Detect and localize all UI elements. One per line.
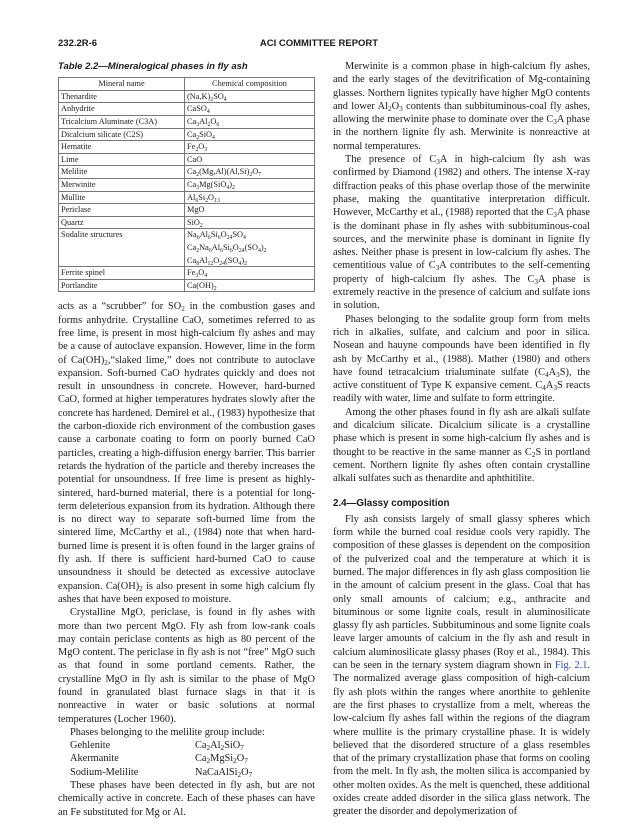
table-row: [59, 179, 315, 192]
subscript: 2: [206, 744, 211, 753]
list-item: [58, 752, 315, 765]
formula-line: $Ca_2(Mg,Al)(Al,Si)_2O_7$: [187, 167, 262, 179]
subscript: 7: [248, 770, 253, 779]
subscript: 4: [204, 273, 208, 280]
subscript: 2: [104, 358, 108, 367]
col-composition-header: Chemical composition: [185, 78, 315, 91]
subscript: 6: [208, 248, 212, 255]
subscript: 3: [553, 211, 557, 220]
chemical-composition: [185, 204, 315, 217]
subscript: 3: [196, 122, 200, 129]
subscript: 24: [226, 235, 233, 242]
formula-line: $Al_6Si_2O_{13}$: [187, 192, 220, 204]
mineral-name: Tricalcium Aluminate (C3A): [59, 116, 185, 129]
subscript: 3: [196, 185, 200, 192]
table-row: [59, 204, 315, 217]
subscript: 6: [196, 235, 200, 242]
table-row: [59, 166, 315, 179]
chemical-composition: [185, 179, 315, 192]
chemical-composition: [185, 103, 315, 116]
subscript: 3: [553, 118, 557, 127]
left-paragraph-2: Crystalline MgO, periclase, is found in fly ashes with more than two percent MgO. Fly ash from low-rank coals may contain periclase contents as high as 80 percent of the MgO content. The periclase in fly ash is not “free” MgO such as that found in some portland cements. Rather, the crystalline MgO in fly ash is similar to the phase of MgO found in granulated blast furnace slags in that it is nonreactive in water or basic solutions at normal temperatures (Locher 1960).: [58, 607, 315, 725]
subscript: 4: [212, 134, 215, 141]
melilite-list: [58, 739, 315, 779]
header-title: ACI COMMITTEE REPORT: [259, 38, 379, 49]
subscript: 7: [244, 757, 248, 766]
table-row: [59, 267, 315, 280]
list-item: [58, 739, 315, 752]
subscript: 2: [237, 770, 242, 779]
figure-link[interactable]: Fig. 2.1: [554, 660, 588, 672]
subscript: 4: [257, 248, 261, 255]
table-row: [59, 116, 315, 129]
subscript: 2: [220, 744, 225, 753]
subscript: 13: [214, 197, 220, 204]
chemical-composition: [185, 116, 315, 129]
subscript: 2: [196, 248, 200, 255]
formula-line: CaSO$_4$: [187, 104, 210, 116]
subscript: 6: [207, 235, 211, 242]
subscript: 24: [238, 248, 245, 255]
mineral-name: Lime: [59, 153, 185, 166]
mineral-item-formula: $Ca_2MgSi_2O_7$: [195, 753, 248, 766]
subscript: 2: [244, 260, 247, 267]
formula-line: CaO: [187, 154, 203, 164]
mineral-name: Sodalite structures: [59, 229, 185, 267]
subscript: 3: [553, 384, 557, 393]
subscript: 3: [204, 147, 208, 154]
subscript: 2: [210, 96, 214, 103]
subscript: 3: [399, 104, 403, 113]
table-row: [59, 279, 315, 292]
paragraph-5-start: Fly ash consists largely of small glassy spheres which form while the burned coal residue cools very rapidly. The composition of these glasses is dependent on the composition of the pulverized coal and the temperature at which it is burned. The major differences in fly ash glass composition lie in the amount of calcium present in the glass. Coal that has only small amounts of calcium; e.g., anthracite and bituminous or some lignite coals, result in aluminosilicate glassy fly ash particles. Subbituminous and some lignite coals leave larger amounts of calcium in the fly ash and result in calcium aluminosilicate glassy phases (Roy et al., 1984). This can be seen in the ternary system diagram shown in: [333, 513, 590, 672]
subscript: 4: [226, 185, 230, 192]
formula-line: $(Na,K)_2SO_4$: [187, 91, 227, 103]
subscript: 4: [223, 96, 227, 103]
right-paragraph-3: Phases belonging to the sodalite group form from melts rich in alkalies, sulfate, and calcium and poor in silica. Nosean and hauyne compounds have been identified in fly ash by McCarthy et al., (1988). Mather (1980) and others have found tetracalcium trialuminate sulfate $(C_4A_3S)$, the active constituent of Type K expansive cement. $C_4A_3S$ reacts readily with water, lime and sulfate to form ettringite.: [333, 313, 591, 405]
mineral-name: Ferrite spinel: [59, 267, 185, 280]
subscript: 2: [249, 172, 253, 179]
table-row: [59, 191, 315, 204]
subscript: 2: [233, 757, 237, 766]
mineral-name: Hematite: [59, 141, 185, 154]
subscript: 2: [199, 222, 203, 229]
col-mineral-header: Mineral name: [59, 78, 185, 91]
table-row: [59, 141, 315, 154]
subscript: 2: [195, 147, 199, 154]
formula-line: MgO: [187, 205, 205, 215]
mineral-name: Quartz: [59, 216, 185, 229]
subscript: 3: [534, 277, 539, 286]
subscript: 2: [388, 104, 392, 113]
mineral-table: [58, 77, 315, 292]
mineral-item-name: Akermanite: [70, 753, 119, 765]
mineral-name: Portlandite: [59, 279, 185, 292]
formula-line: $Ca_2Na_6Al_6Si_6O_{24}(SO_4)_2$: [187, 243, 267, 255]
subscript: 2: [206, 757, 211, 766]
chemical-composition: [185, 279, 315, 292]
running-header: [58, 38, 580, 52]
right-paragraph-2: The presence of $C_3A$ in high-calcium fly ash was confirmed by Diamond (1982) and others. The intense X-ray diffraction peaks of this phase overlap those of the merwinite phase, making the quantitative interpretation difficult. However, McCarthy et al., (1988) reported that the $C_3A$ phase is the dominant phase in fly ashes with subbituminous-coal sources, and the merwinite phase is dominant in lignite fly ashes. Neither phase is present in low-calcium fly ashes. The cementitious value of $C_3A$ contributes to the self-cementing property of high-calcium fly ashes. The $C_3A$ phase is extremely reactive in the presence of calcium and sulfate ions in solution.: [333, 154, 590, 312]
mineral-name: Dicalcium silicate (C2S): [59, 128, 185, 141]
list-item: [58, 766, 315, 779]
chemical-composition: [185, 128, 315, 141]
subscript: 2: [263, 248, 267, 255]
section-heading: 2.4—Glassy composition: [333, 497, 450, 509]
mineral-name: Periclase: [59, 204, 185, 217]
subscript: 4: [243, 235, 246, 242]
mineral-item-formula: $Ca_2Al_2SiO_7$: [195, 740, 244, 753]
subscript: 6: [220, 248, 223, 255]
table-row: [59, 216, 315, 229]
table-row: [59, 229, 315, 267]
subscript: 3: [556, 370, 560, 379]
subscript: 4: [206, 109, 210, 116]
left-paragraph-3: Phases belonging to the melilite group include:: [70, 726, 265, 738]
subscript: 7: [240, 744, 244, 753]
subscript: 4: [542, 384, 546, 393]
formula-line: $Fe_2O_3$: [187, 142, 208, 154]
chemical-composition: [185, 267, 315, 280]
subscript: 4: [238, 260, 242, 267]
subscript: 3: [435, 264, 440, 273]
subscript: 6: [229, 248, 233, 255]
table-row: [59, 103, 315, 116]
subscript: 2: [207, 122, 211, 129]
table-row: [59, 90, 315, 103]
mineral-item-formula: $NaCaAlSi_2O_7$: [195, 766, 253, 779]
subscript: 2: [139, 584, 143, 593]
page-id: 232.2R-6: [58, 38, 98, 49]
chemical-composition: [185, 229, 315, 267]
formula-line: SiO$_2$: [187, 217, 203, 229]
subscript: 8: [196, 260, 200, 267]
left-paragraph-4: These phases have been detected in fly ash, but are not chemically active in concrete. Each of these phases can have an Fe substituted for Mg or Al.: [58, 780, 315, 818]
table-row: [59, 153, 315, 166]
chemical-composition: [185, 216, 315, 229]
subscript: 2: [213, 285, 217, 292]
left-column: [58, 60, 315, 819]
subscript: 2: [181, 305, 185, 314]
formula-line: $Ca_8Al_{12}O_{24}(SO_4)_2$: [187, 255, 247, 267]
formula-line: $Fe_3O_4$: [187, 268, 208, 280]
chemical-composition: [185, 166, 315, 179]
mineral-name: Melilite: [59, 166, 185, 179]
chemical-composition: [185, 191, 315, 204]
mineral-item-name: Sodium-Melilite: [70, 766, 139, 778]
subscript: 2: [196, 172, 200, 179]
chemical-composition: [185, 90, 315, 103]
subscript: 24: [219, 260, 226, 267]
subscript: 6: [216, 122, 220, 129]
subscript: 12: [207, 260, 214, 267]
subscript: 2: [531, 450, 536, 459]
formula-line: $Ca(OH)_2$: [187, 280, 217, 292]
subscript: 2: [196, 134, 200, 141]
paragraph-5-end: . The normalized average glass composition of high-calcium fly ash plots within the ranges where anorthite to gehlenite are the first phases to crystallize from a melt, whereas the low-calcium fly ashes fall within the regions of the diagram where mullite is the primary crystalline phase. It is widely believed that the disordered structure of a glass resembles that of the primary crystallization phase that forms on cooling from the melt. In fly ash, the molten silica is accompanied by other molten oxides. As the melt is quenched, these additional oxides create added disorder in the silica glass network. The greater the disorder and depolymerization of: [333, 660, 590, 818]
subscript: 6: [195, 197, 199, 204]
mineral-name: Thenardite: [59, 90, 185, 103]
subscript: 7: [258, 172, 262, 179]
right-paragraph-1: Merwinite is a common phase in high-calcium fly ashes, and the early stages of the devitrification of Mg-containing glasses. Northern lignites typically have higher MgO contents and lower $Al_2O_3$ contents than subbituminous-coal fly ashes, allowing the merwinite phase to dominate over the $C_3A$ phase in the northern lignite fly ash. Merwinite is nonreactive at normal temperatures.: [333, 61, 590, 152]
subscript: 3: [436, 158, 440, 167]
subscript: 2: [232, 185, 235, 192]
chemical-composition: [185, 141, 315, 154]
subscript: 3: [195, 273, 199, 280]
mineral-name: Mullite: [59, 191, 185, 204]
table-caption: Table 2.2—Mineralogical phases in fly ash: [58, 61, 248, 72]
subscript: 2: [205, 197, 209, 204]
formula-line: $Ca_3Mg(SiO_4)_2$: [187, 180, 235, 192]
table-row: [59, 128, 315, 141]
mineral-item-name: Gehlenite: [70, 740, 111, 752]
right-paragraph-4: Among the other phases found in fly ash are alkali sulfate and dicalcium silicate. Dicalcium silicate is a crystalline phase which is present in some high-calcium fly ashes and is thought to be reactive in the same manner as $C_2S$ in portland cement. Northern lignite fly ashes often contain crystalline alkali sulfates such as thenardite and aphthitilite.: [333, 406, 590, 485]
left-paragraph-1: acts as a “scrubber” for $SO_2$ in the combustion gases and forms anhydrite. Crystalline CaO, sometimes referred to as free lime, is present in most high-calcium fly ashes and may be a cause of autoclave expansion. However, lime in the form of $Ca(OH)_2,“slaked$ lime,” does not contribute to autoclave expansion. Soft-burned CaO hydrates quickly and does not result in unsoundness in concrete. However, hard-burned CaO, formed at higher temperatures hydrates slowly after the concrete has hardened. Demirel et al., (1983) hypothesize that the carbon-dioxide rich environment of the combustion gases cause a carbonate coating to form on poorly burned CaO particles, creating a high-diffusion energy barrier. This barrier retards the hydration of the particle and thereby increases the potential for unsoundness. If free lime is present as highly-sintered, hard-burned material, there is a potential for long-term deleterious expansion from its hydration. Although there is no direct way to separate soft-burned lime from the sintered lime, McCarthy et al., (1984) note that when hard-burned lime is present it is often found in the larger grains of fly ash. If there is sufficient hard-burned CaO to cause unsoundness it should be detected as excessive autoclave expansion. $Ca(OH)_2$ is also present in some high calcium fly ashes that have been exposed to moisture.: [58, 301, 315, 605]
mineral-name: Merwinite: [59, 179, 185, 192]
table-header-row: [59, 78, 315, 91]
formula-line: $Na_6Al_6Si_6O_{24}SO_4$: [187, 230, 246, 242]
mineral-name: Anhydrite: [59, 103, 185, 116]
formula-line: $Ca_3Al_2O_6$: [187, 117, 220, 129]
right-column: [333, 60, 590, 819]
formula-line: $Ca_2SiO_4$: [187, 129, 215, 141]
subscript: 6: [217, 235, 221, 242]
subscript: 4: [544, 370, 549, 379]
chemical-composition: [185, 153, 315, 166]
right-paragraph-5: [333, 513, 590, 819]
